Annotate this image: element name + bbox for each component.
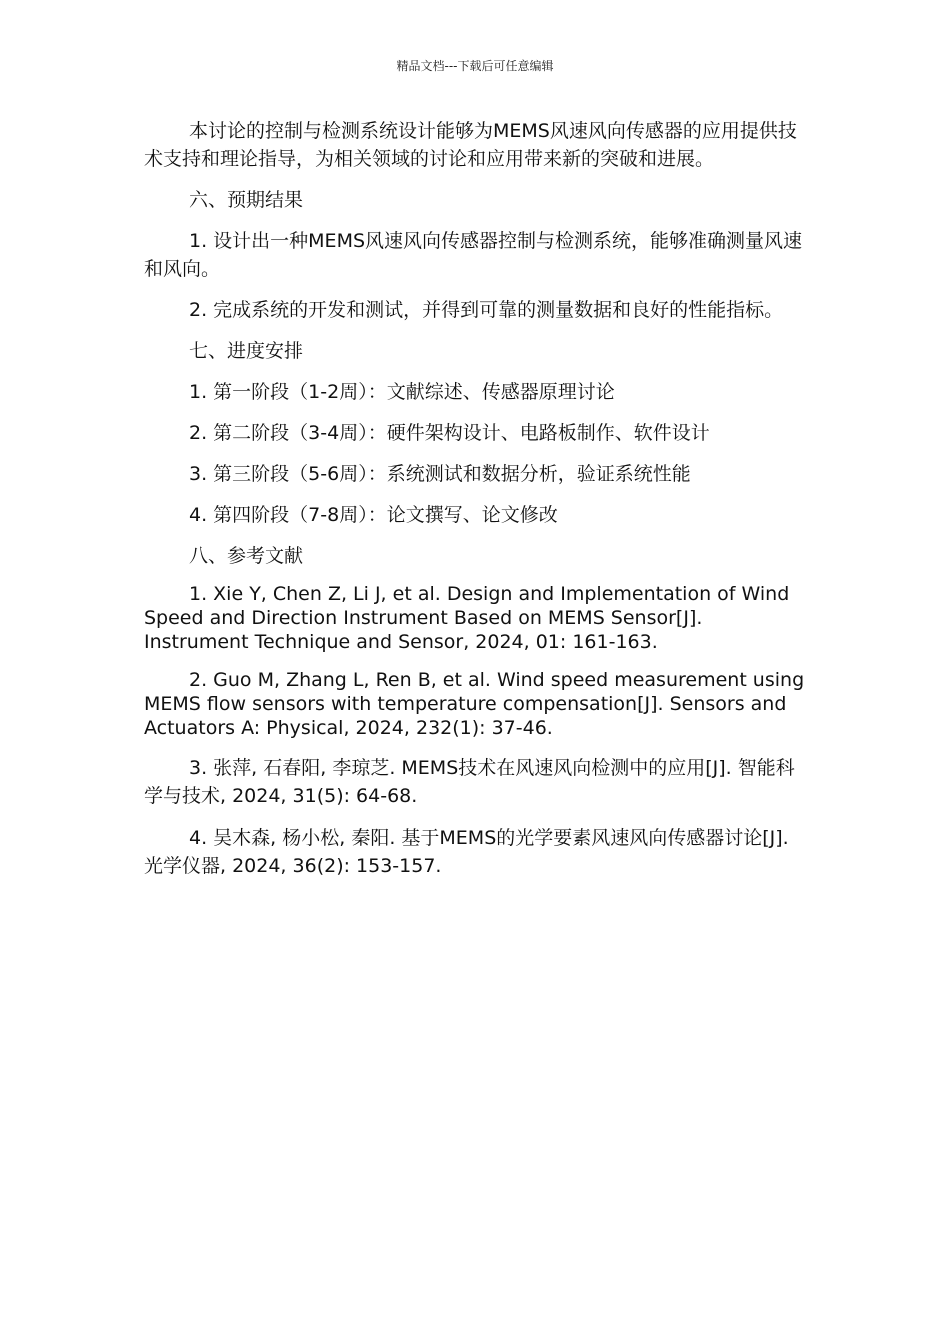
reference-item: 1. Xie Y, Chen Z, Li J, et al. Design and Implementation of Wind Speed and Direction Instrument Based on MEMS Sensor[J]. Instrument Technique and Sensor, 2024, 01: 161-163. bbox=[144, 583, 790, 653]
reference-item: 2. Guo M, Zhang L, Ren B, et al. Wind speed measurement using MEMS flow sensors with temperature compensation[J]. Sensors and Actuators A: Physical, 2024, 232(1): 37-46. bbox=[144, 669, 805, 739]
reference-item: 4. 吴木森, 杨小松, 秦阳. 基于MEMS的光学要素风速风向传感器讨论[J]. 光学仪器, 2024, 36(2): 153-157. bbox=[144, 827, 789, 877]
document-body bbox=[144, 117, 806, 880]
schedule-item: 1. 第一阶段（1-2周）：文献综述、传感器原理讨论 bbox=[189, 381, 615, 403]
reference-item: 3. 张萍, 石春阳, 李琼芝. MEMS技术在风速风向检测中的应用[J]. 智能科学与技术, 2024, 31(5): 64-68. bbox=[144, 757, 795, 807]
expected-result-item: 2. 完成系统的开发和测试，并得到可靠的测量数据和良好的性能指标。 bbox=[189, 299, 784, 321]
schedule-item: 2. 第二阶段（3-4周）：硬件架构设计、电路板制作、软件设计 bbox=[189, 422, 710, 444]
intro-paragraph: 本讨论的控制与检测系统设计能够为MEMS风速风向传感器的应用提供技术支持和理论指导，为相关领域的讨论和应用带来新的突破和进展。 bbox=[144, 120, 797, 170]
page-header: 精品文档---下载后可任意编辑 bbox=[396, 59, 554, 73]
schedule-item: 4. 第四阶段（7-8周）：论文撰写、论文修改 bbox=[189, 504, 558, 526]
schedule-item: 3. 第三阶段（5-6周）：系统测试和数据分析，验证系统性能 bbox=[189, 463, 691, 485]
section-heading-references: 八、参考文献 bbox=[189, 545, 304, 567]
expected-result-item: 1. 设计出一种MEMS风速风向传感器控制与检测系统，能够准确测量风速和风向。 bbox=[144, 230, 803, 280]
section-heading-schedule: 七、进度安排 bbox=[189, 340, 304, 362]
section-heading-expected-results: 六、预期结果 bbox=[189, 189, 304, 211]
